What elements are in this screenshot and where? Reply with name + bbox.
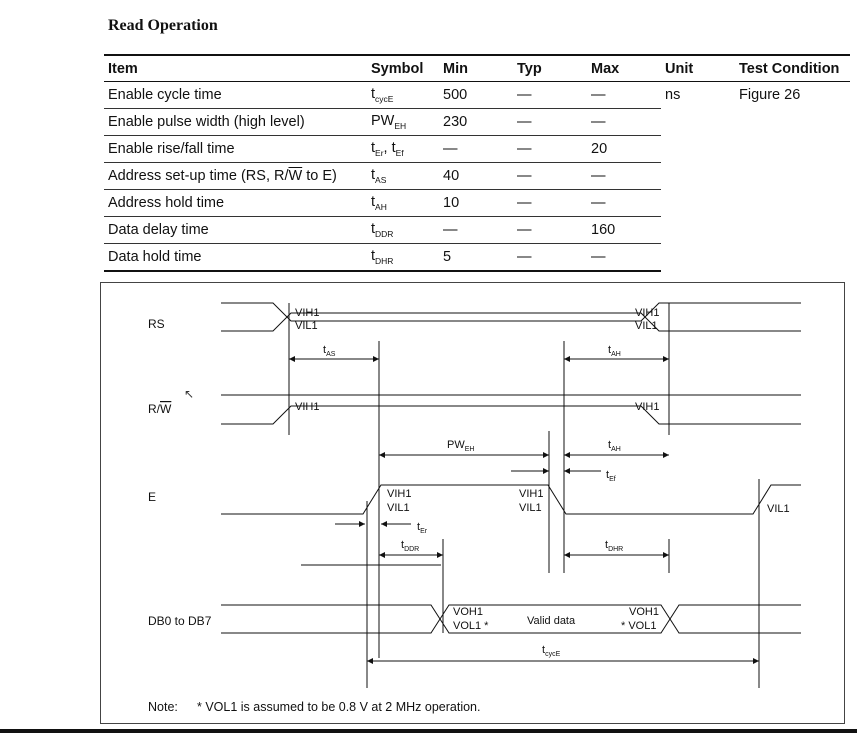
timing-diagram [101,283,846,725]
symbol-cell: $t_{AH}$ [367,190,439,217]
t-cyce-label: $t_{cycE}$ [542,644,561,658]
item-cell: Address hold time [104,190,367,217]
condition-cell [735,217,850,244]
header-unit: Unit [661,55,735,82]
rs-vih1-left: VIH1 [295,307,320,319]
table-row [104,190,850,217]
e-vil1-end: VIL1 [767,503,790,515]
e-vil1-right: VIL1 [519,502,542,514]
item-cell: Data delay time [104,217,367,244]
min-cell: 230 [439,109,513,136]
symbol-cell: $PW_{EH}$ [367,109,439,136]
item-cell: Address set-up time (RS, $R/\overline{W}$ to E) [104,163,367,190]
min-cell: 40 [439,163,513,190]
max-cell: — [587,190,661,217]
max-cell: — [587,244,661,272]
table-row [104,217,850,244]
unit-cell [661,244,735,272]
unit-cell [661,109,735,136]
signal-rw-label: R/W [148,402,172,416]
rs-vil1-right: VIL1 [635,320,658,332]
condition-cell: Figure 26 [739,87,801,104]
header-max: Max [587,55,661,82]
symbol-cell: $t_{AS}$ [367,163,439,190]
item-cell: Enable cycle time [104,82,367,109]
t-ah-label-e: $t_{AH}$ [608,439,621,453]
typ-cell: — [513,244,587,272]
db-vol1-left: VOL1 * [453,620,489,632]
section-title: Read Operation [108,17,218,34]
typ-cell: — [513,82,587,109]
unit-cell [661,217,735,244]
max-cell: — [587,109,661,136]
unit-cell [661,136,735,163]
typ-cell: — [513,109,587,136]
signal-e-label: E [148,490,157,504]
table-row [104,109,850,136]
item-cell: Data hold time [104,244,367,272]
header-typ: Typ [513,55,587,82]
signal-db-label: DB0 to DB7 [148,614,212,628]
e-vih1-left: VIH1 [387,488,412,500]
min-cell: 500 [439,82,513,109]
t-ah-label-rs: $t_{AH}$ [608,344,621,358]
symbol-cell: $t_{cycE}$ [367,82,439,109]
min-cell: — [439,217,513,244]
timing-diagram-frame [100,282,845,724]
typ-cell: — [513,190,587,217]
mouse-pointer-icon: ↖ [184,387,195,401]
condition-cell [735,136,850,163]
typ-cell: — [513,163,587,190]
min-cell: 5 [439,244,513,272]
rs-vih1-right: VIH1 [635,307,660,319]
condition-cell [735,109,850,136]
typ-cell: — [513,217,587,244]
header-item: Item [104,55,367,82]
t-dhr-label: $t_{DHR}$ [605,539,624,553]
header-symbol: Symbol [367,55,439,82]
db-vol1-right: * VOL1 [621,620,657,632]
db-voh1-left: VOH1 [453,606,483,618]
rs-vil1-left: VIL1 [295,320,318,332]
condition-cell [735,244,850,272]
db-waveform [221,605,801,633]
table-row [104,82,850,109]
pw-eh-label: $PW_{EH}$ [447,439,475,453]
table-header-row [104,55,850,82]
min-cell: 10 [439,190,513,217]
unit-cell [661,163,735,190]
table-row [104,136,850,163]
read-operation-table [104,54,850,272]
t-as-label: $t_{AS}$ [323,344,336,358]
note-text: * VOL1 is assumed to be 0.8 V at 2 MHz operation. [197,700,481,714]
symbol-cell: $t_{Er}$, $t_{Ef}$ [367,136,439,163]
rw-vih1-right: VIH1 [635,401,660,413]
item-cell: Enable rise/fall time [104,136,367,163]
t-ddr-label: $t_{DDR}$ [401,539,420,553]
unit-cell [661,190,735,217]
db-voh1-right: VOH1 [629,606,659,618]
max-cell: — [587,82,661,109]
item-cell: Enable pulse width (high level) [104,109,367,136]
e-waveform [221,485,801,514]
bottom-rule [0,729,857,733]
min-cell: — [439,136,513,163]
max-cell: 20 [587,136,661,163]
rw-vih1-left: VIH1 [295,401,320,413]
note-label: Note: [148,700,178,714]
t-ef-label: $t_{Ef}$ [606,469,616,483]
symbol-cell: $t_{DDR}$ [367,217,439,244]
condition-cell [735,163,850,190]
typ-cell: — [513,136,587,163]
max-cell: — [587,163,661,190]
condition-cell [735,190,850,217]
table-row [104,244,850,272]
signal-rs-label: RS [148,317,165,331]
max-cell: 160 [587,217,661,244]
header-test-condition: Test Condition [735,55,850,82]
symbol-cell: $t_{DHR}$ [367,244,439,272]
e-vih1-right: VIH1 [519,488,544,500]
unit-cell: ns [665,87,681,104]
header-min: Min [439,55,513,82]
table-row [104,163,850,190]
e-vil1-left: VIL1 [387,502,410,514]
db-valid-data: Valid data [527,615,576,627]
t-er-label: $t_{Er}$ [417,521,428,535]
